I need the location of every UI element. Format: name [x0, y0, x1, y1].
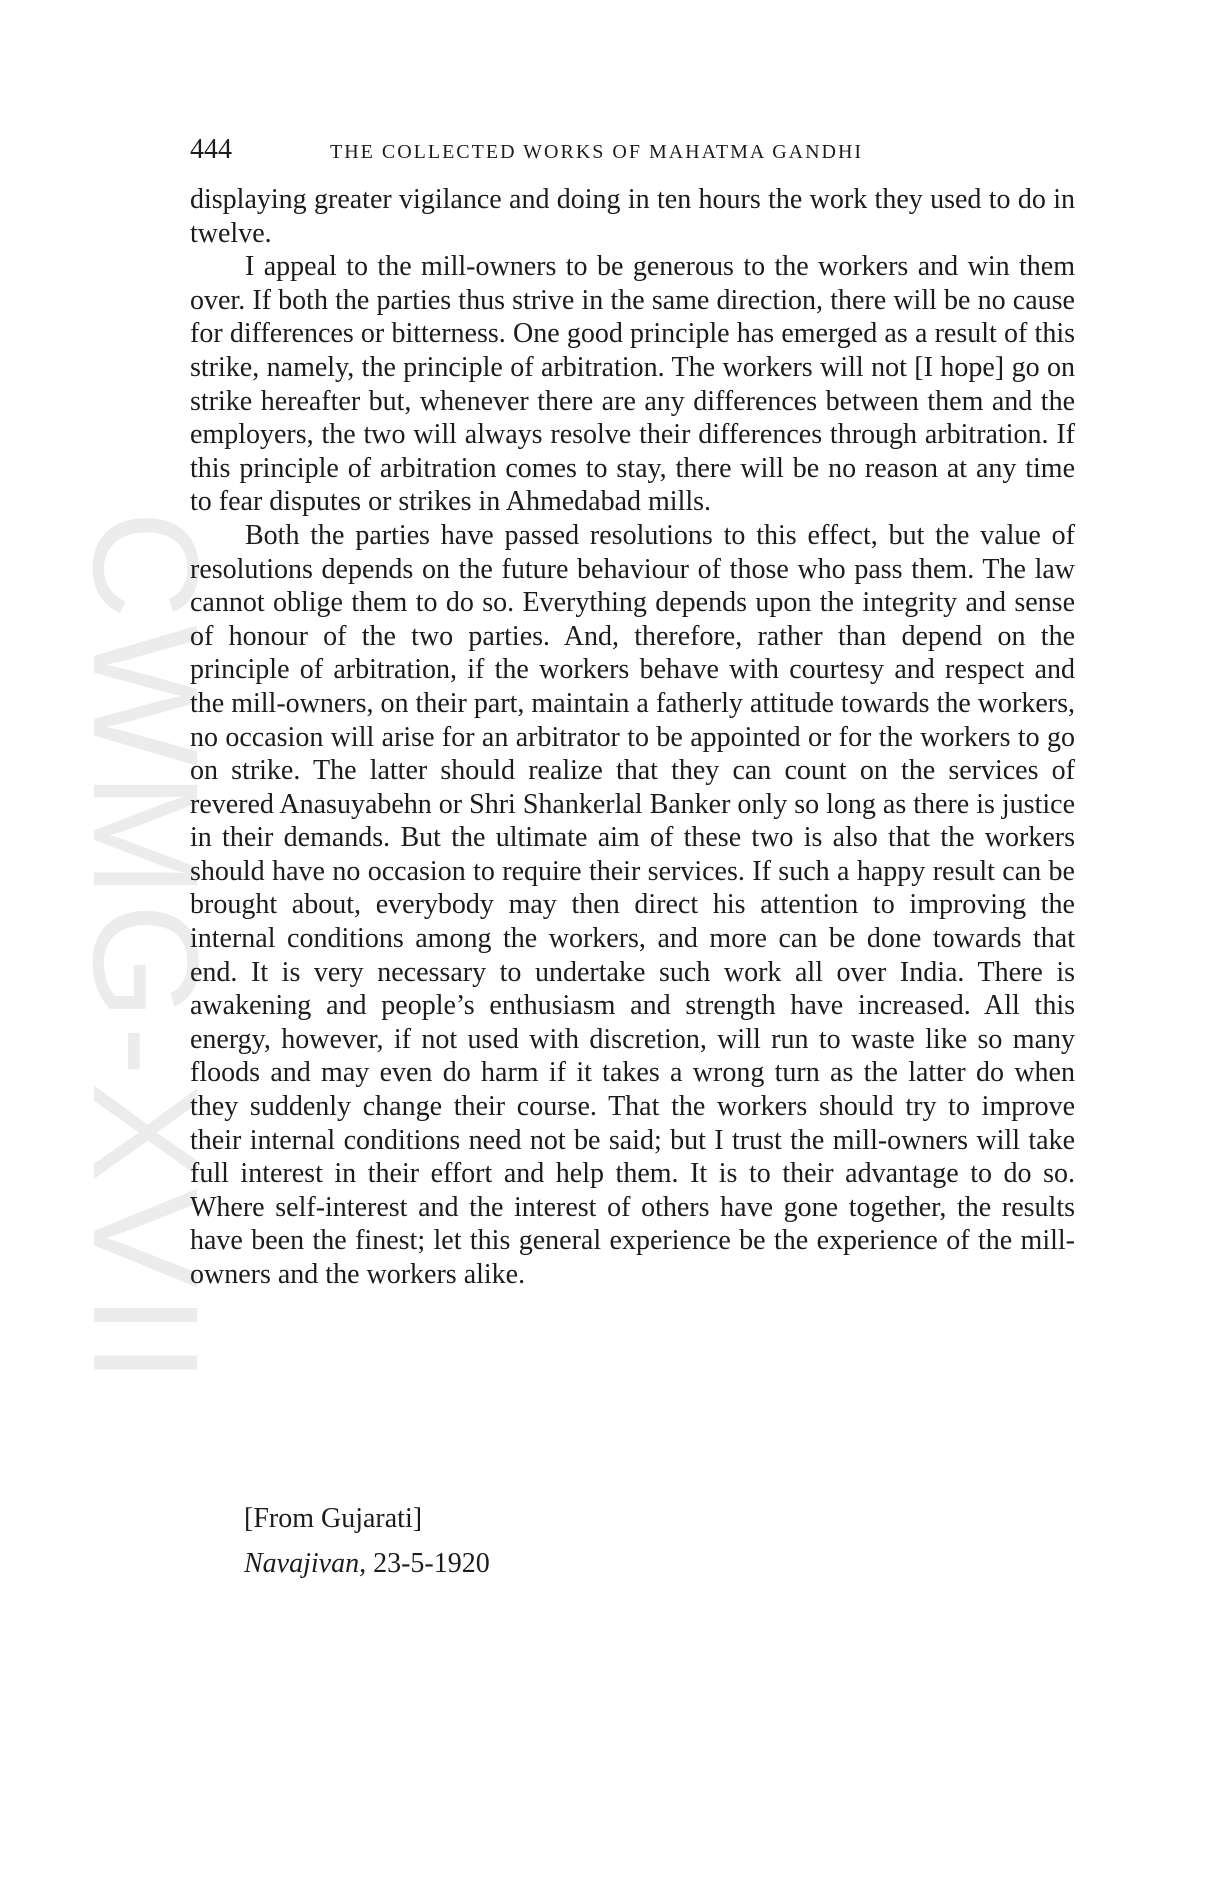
paragraph-resolutions: Both the parties have passed resolutions to this effect, but the value of resolutions depends on the future behaviour of those who pass them. The law cannot oblige them to do so. Everything depends upon the integrity and sense of honour of the two parties. And, therefore, rather than depend on the principle of arbitration, if the workers behave with courtesy and respect and the mill-owners, on their part, maintain a fatherly attitude towards the workers, no occasion will arise for an arbitrator to be appointed or for the workers to go on strike. The latter should realize that they can count on the services of revered Anasuyabehn or Shri Shankerlal Banker only so long as there is justice in their demands. But the ultimate aim of these two is also that the workers should have no occasion to require their services. If such a happy result can be brought about, everybody may then direct his attention to improving the internal conditions among the workers, and more can be done towards that end. It is very necessary to undertake such work all over India. There is awakening and people’s enthusiasm and strength have increased. All this energy, however, if not used with discretion, will run to waste like so many floods and may even do harm if it takes a wrong turn as the latter do when they suddenly change their course. That the workers should try to improve their internal conditions need not be said; but I trust the mill-owners will take full interest in their effort and help them. It is to their advantage to do so. Where self-interest and the interest of others have gone together, the results have been the finest; let this general experience be the experience of the mill-owners and the workers alike. [190, 519, 1075, 1290]
paragraph-arbitration: I appeal to the mill-owners to be generous to the workers and win them over. If both the parties thus strive in the same direction, there will be no cause for differences or bitterness. One good principle has emerged as a result of this strike, namely, the principle of arbitration. The workers will not [I hope] go on strike hereafter but, whenever there are any differences between them and the employers, the two will always resolve their differences through arbitration. If this principle of arbitration comes to stay, there will be no reason at any time to fear disputes or strikes in Ahmedabad mills. [190, 251, 1075, 518]
watermark-text: CWMG-XVII [62, 510, 230, 1390]
source-note: [From Gujarati] [244, 1503, 423, 1534]
watermark [62, 470, 230, 1430]
page-header [190, 130, 1075, 170]
body-text [190, 183, 1075, 1292]
page-number: 444 [190, 134, 232, 165]
citation [244, 1545, 490, 1583]
publication-date: 23-5-1920 [373, 1548, 490, 1579]
publication-title: Navajivan, [244, 1548, 367, 1579]
paragraph-continuation: displaying greater vigilance and doing in ten hours the work they used to do in twelve. [190, 184, 1075, 249]
running-head: THE COLLECTED WORKS OF MAHATMA GANDHI [330, 141, 864, 163]
